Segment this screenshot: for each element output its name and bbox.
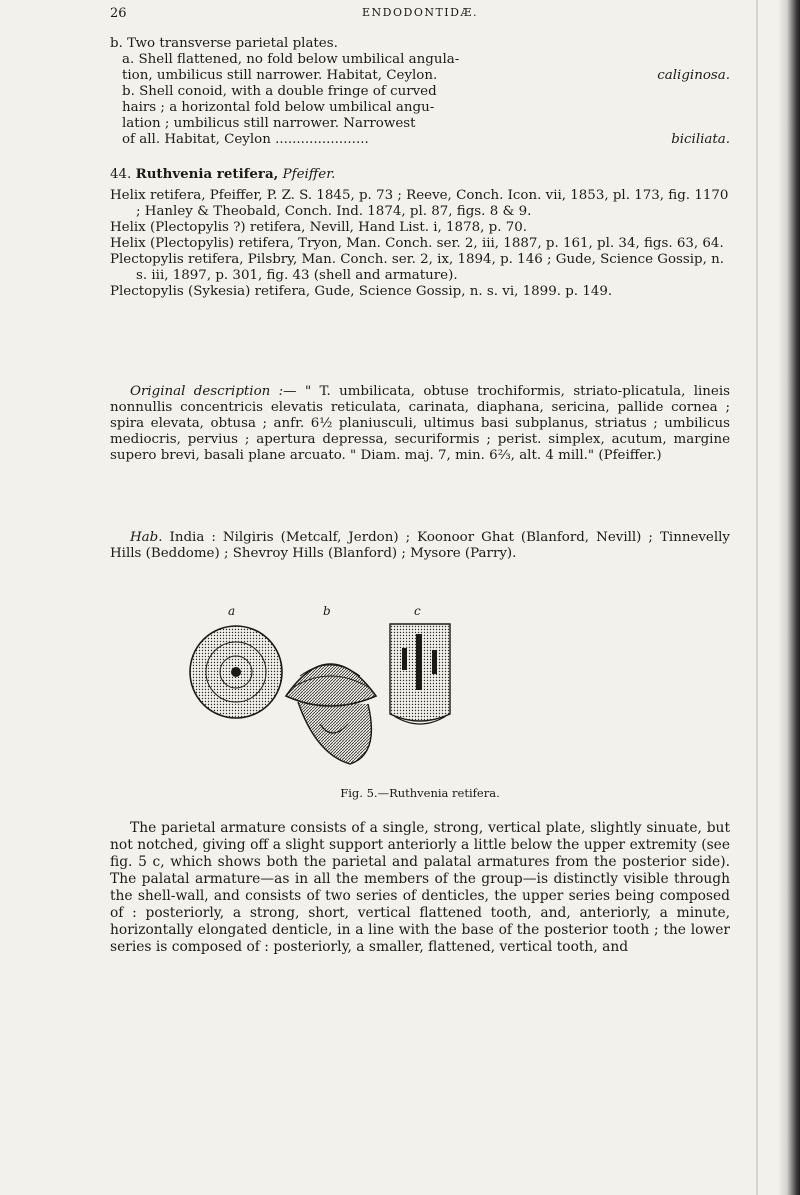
species-name: Ruthvenia retifera,: [135, 166, 279, 182]
shell-side-view-icon: [286, 664, 376, 764]
figure-label-b: b: [323, 604, 331, 618]
species-heading: [110, 166, 730, 183]
synonymy-entry: Plectopylis (Sykesia) retifera, Gude, Science Gossip, n. s. vi, 1899. p. 149.: [110, 284, 613, 299]
species-biciliata: biciliata.: [671, 132, 730, 147]
shell-illustrations: [180, 604, 460, 774]
synonymy-entry: Helix (Plectopylis ?) retifera, Nevill, Hand List. i, 1878, p. 70.: [110, 220, 528, 235]
figure-5: [180, 604, 460, 774]
habitat: [110, 530, 730, 562]
page-number: 26: [110, 6, 127, 21]
key-item-b-line: lation ; umbilicus still narrower. Narrowest: [122, 116, 416, 131]
page-edge-shadow: [778, 0, 800, 1195]
armature-description: The parietal armature consists of a single, strong, vertical plate, slightly sinuate, but not notched, giving off a slight support anteriorly a little below the upper extremity (see fig. 5 c, which shows both the parietal and palatal armatures from the posterior side). The palatal armature—as in all the members of the group—is distinctly visible through the shell-wall, and consists of two series of denticles, the upper series being composed of : posteriorly, a strong, short, vertical flattened tooth, and, anteriorly, a minute, horizontally elongated denticle, in a line with the base of the posterior tooth ; the lower series is composed of : posteriorly, a smaller, flattened, vertical tooth, and: [110, 820, 730, 955]
identification-key: [110, 36, 730, 148]
armature-view-icon: [390, 624, 450, 724]
key-item-b: [110, 84, 730, 148]
running-title: ENDODONTIDÆ.: [362, 6, 478, 19]
key-item-a-line: a. Shell flattened, no fold below umbilical angula-: [122, 52, 460, 67]
habitat-text: India : Nilgiris (Metcalf, Jerdon) ; Koonoor Ghat (Blanford, Nevill) ; Tinnevelly Hills (Beddome) ; Shevroy Hills (Blanford) ; Mysore (Parry).: [110, 530, 730, 561]
synonymy-entry: Plectopylis retifera, Pilsbry, Man. Conch. ser. 2, ix, 1894, p. 146 ; Gude, Science Gossip, n. s. iii, 1897, p. 301, fig. 43 (shell and armature).: [110, 252, 725, 283]
page-header: [110, 6, 730, 26]
synonymy-entry: Helix retifera, Pfeiffer, P. Z. S. 1845, p. 73 ; Reeve, Conch. Icon. vii, 1853, pl. 173, fig. 1170 ; Hanley & Theobald, Conch. Ind. 1874, pl. 87, figs. 8 & 9.: [110, 188, 729, 219]
habitat-label: Hab.: [130, 530, 163, 545]
synonymy-entry: Helix (Plectopylis) retifera, Tryon, Man. Conch. ser. 2, iii, 1887, p. 161, pl. 34, figs. 63, 64.: [110, 236, 724, 251]
species-number: 44.: [110, 167, 132, 182]
description-text: " T. umbilicata, obtuse trochiformis, striato-plicatula, lineis nonnullis concentricis elevatis reticulata, carinata, diaphana, sericina, pallide cornea ; spira elevata, obtusa ; anfr. 6½ planiusculi, ultimus basi subplanus, striatus ; umbilicus mediocris, pervius ; apertura depressa, securiformis ; perist. simplex, acutum, margine supero brevi, basali plane arcuato. " Diam. maj. 7, min. 6⅔, alt. 4 mill." (Pfeiffer.): [110, 384, 731, 463]
description-label: Original description :—: [130, 384, 297, 399]
figure-label-a: a: [228, 604, 236, 618]
synonymy: [110, 188, 730, 300]
figure-label-c: c: [414, 604, 421, 618]
shell-top-view-icon: [190, 626, 282, 718]
key-item-b-line: of all. Habitat, Ceylon ...................... biciliata.: [122, 132, 730, 147]
figure-caption: Fig. 5.—Ruthvenia retifera.: [340, 786, 500, 800]
species-author: Pfeiffer.: [282, 167, 336, 182]
key-item-a: [110, 52, 730, 84]
page-gutter-line: [756, 0, 758, 1195]
key-item-b-head: b. Two transverse parietal plates.: [110, 36, 338, 51]
species-caliginosa: caliginosa.: [657, 68, 730, 83]
key-item-b-line: hairs ; a horizontal fold below umbilical angu-: [122, 100, 435, 115]
key-item-b-line: b. Shell conoid, with a double fringe of curved: [122, 84, 437, 99]
key-item-a-line: tion, umbilicus still narrower. Habitat, Ceylon. caliginosa.: [122, 68, 730, 83]
original-description: [110, 384, 730, 464]
